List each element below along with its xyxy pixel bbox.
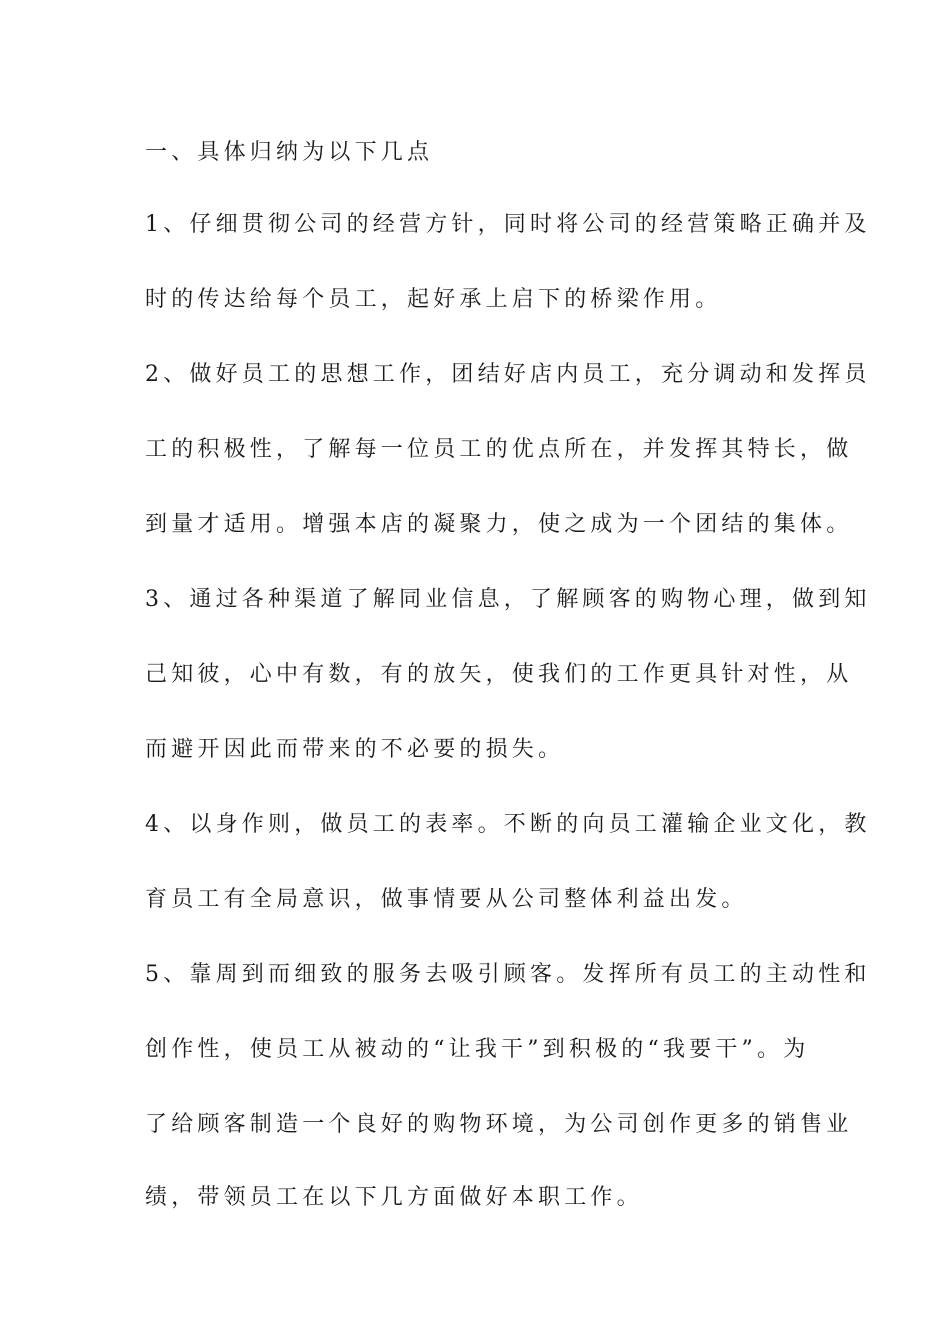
text-line: 1、仔细贯彻公司的经营方针，同时将公司的经营策略正确并及: [145, 212, 871, 237]
text-line: 工的积极性，了解每一位员工的优点所在，并发挥其特长，做: [145, 437, 853, 462]
text-line: 2、做好员工的思想工作，团结好店内员工，充分调动和发挥员: [145, 362, 871, 387]
section-heading: 一、具体归纳为以下几点: [145, 140, 434, 165]
text-line: 而避开因此而带来的不必要的损失。: [145, 737, 565, 762]
text-line: 育员工有全局意识，做事情要从公司整体利益出发。: [145, 887, 748, 912]
text-line: 创作性，使员工从被动的“让我干”到积极的“我要干”。为: [145, 1037, 810, 1062]
text-line: 4、以身作则，做员工的表率。不断的向员工灌输企业文化，教: [145, 812, 871, 837]
text-line: 绩，带领员工在以下几方面做好本职工作。: [145, 1185, 643, 1210]
text-line: 了给顾客制造一个良好的购物环境，为公司创作更多的销售业: [145, 1112, 853, 1137]
text-line: 3、通过各种渠道了解同业信息，了解顾客的购物心理，做到知: [145, 587, 871, 612]
text-line: 到量才适用。增强本店的凝聚力，使之成为一个团结的集体。: [145, 512, 853, 537]
text-line: 时的传达给每个员工，起好承上启下的桥梁作用。: [145, 287, 722, 312]
text-line: 5、靠周到而细致的服务去吸引顾客。发挥所有员工的主动性和: [145, 962, 871, 987]
text-line: 己知彼，心中有数，有的放矢，使我们的工作更具针对性，从: [145, 662, 853, 687]
